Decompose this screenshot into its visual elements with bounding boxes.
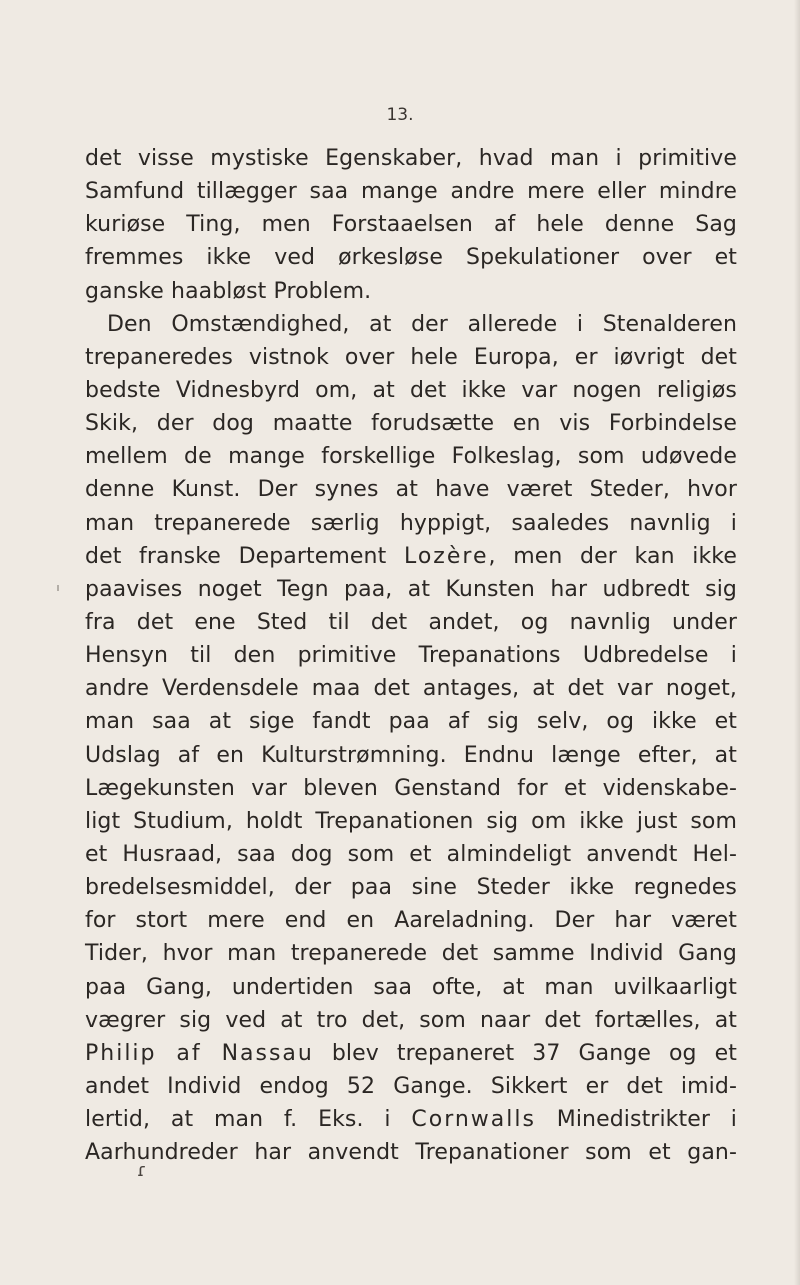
text-line: [85, 1037, 737, 1070]
text-fragment: Minedistrikter i: [535, 1107, 738, 1133]
place-name: Lozère: [403, 543, 489, 569]
text-line: fremmes ikke ved ørkesløse Spekulationer over et: [85, 245, 737, 271]
text-line: paavises noget Tegn paa, at Kunsten har udbredt sig: [85, 576, 737, 602]
text-fragment: lertid, at man f. Eks. i: [85, 1107, 412, 1133]
person-name: Philip af Nassau: [85, 1040, 314, 1066]
text-line: trepaneredes vistnok over hele Europa, er iøvrigt det: [85, 344, 737, 370]
text-line: [85, 1103, 737, 1136]
text-line: Tider, hvor man trepanerede det samme Individ Gang: [85, 941, 737, 967]
text-line: man trepanerede særlig hyppigt, saaledes navnlig i: [85, 510, 737, 536]
text-line: for stort mere end en Aareladning. Der har været: [85, 908, 737, 934]
text-line: paa Gang, undertiden saa ofte, at man uvilkaarligt: [85, 974, 737, 1000]
text-line: vægrer sig ved at tro det, som naar det fortælles, at: [85, 1007, 737, 1033]
page-edge-shadow: [794, 0, 800, 1285]
text-line: Lægekunsten var bleven Genstand for et videnskabe-: [85, 775, 737, 801]
text-line: andet Individ endog 52 Gange. Sikkert er det imid-: [85, 1073, 737, 1099]
text-line: man saa at sige fandt paa af sig selv, og ikke et: [85, 709, 737, 735]
body-text: [85, 142, 737, 1169]
stray-mark: ɾ: [137, 1160, 147, 1181]
text-line: kuriøse Ting, men Forstaaelsen af hele denne Sag: [85, 212, 737, 238]
text-line: ganske haabløst Problem.: [85, 278, 372, 304]
page-number: 13.: [386, 105, 414, 125]
text-line: Skik, der dog maatte forudsætte en vis Forbindelse: [85, 411, 737, 437]
text-line: Udslag af en Kulturstrømning. Endnu længe efter, at: [85, 742, 737, 768]
text-line: Aarhundreder har anvendt Trepanationer som et gan-: [85, 1140, 737, 1166]
text-line: bredelsesmiddel, der paa sine Steder ikke regnedes: [85, 875, 737, 901]
margin-mark: [57, 585, 59, 591]
place-name: Cornwalls: [411, 1107, 536, 1133]
text-line: [85, 540, 737, 573]
text-line: bedste Vidnesbyrd om, at det ikke var nogen religiøs: [85, 377, 737, 403]
text-fragment: det franske Departement: [85, 543, 404, 569]
text-line: fra det ene Sted til det andet, og navnlig under: [85, 609, 737, 635]
text-line: Den Omstændighed, at der allerede i Stenalderen: [107, 311, 737, 337]
text-line: mellem de mange forskellige Folkeslag, som udøvede: [85, 444, 737, 470]
text-line: ligt Studium, holdt Trepanationen sig om ikke just som: [85, 808, 737, 834]
text-line: et Husraad, saa dog som et almindeligt anvendt Hel-: [85, 841, 737, 867]
text-line: andre Verdensdele maa det antages, at det var noget,: [85, 676, 737, 702]
text-fragment: , men der kan ikke: [488, 543, 737, 569]
text-line: det visse mystiske Egenskaber, hvad man i primitive: [85, 146, 737, 171]
text-line: Samfund tillægger saa mange andre mere eller mindre: [85, 179, 737, 205]
text-fragment: blev trepaneret 37 Gange og et: [313, 1040, 737, 1066]
text-line: Hensyn til den primitive Trepanations Udbredelse i: [85, 643, 737, 669]
text-line: denne Kunst. Der synes at have været Steder, hvor: [85, 477, 737, 503]
